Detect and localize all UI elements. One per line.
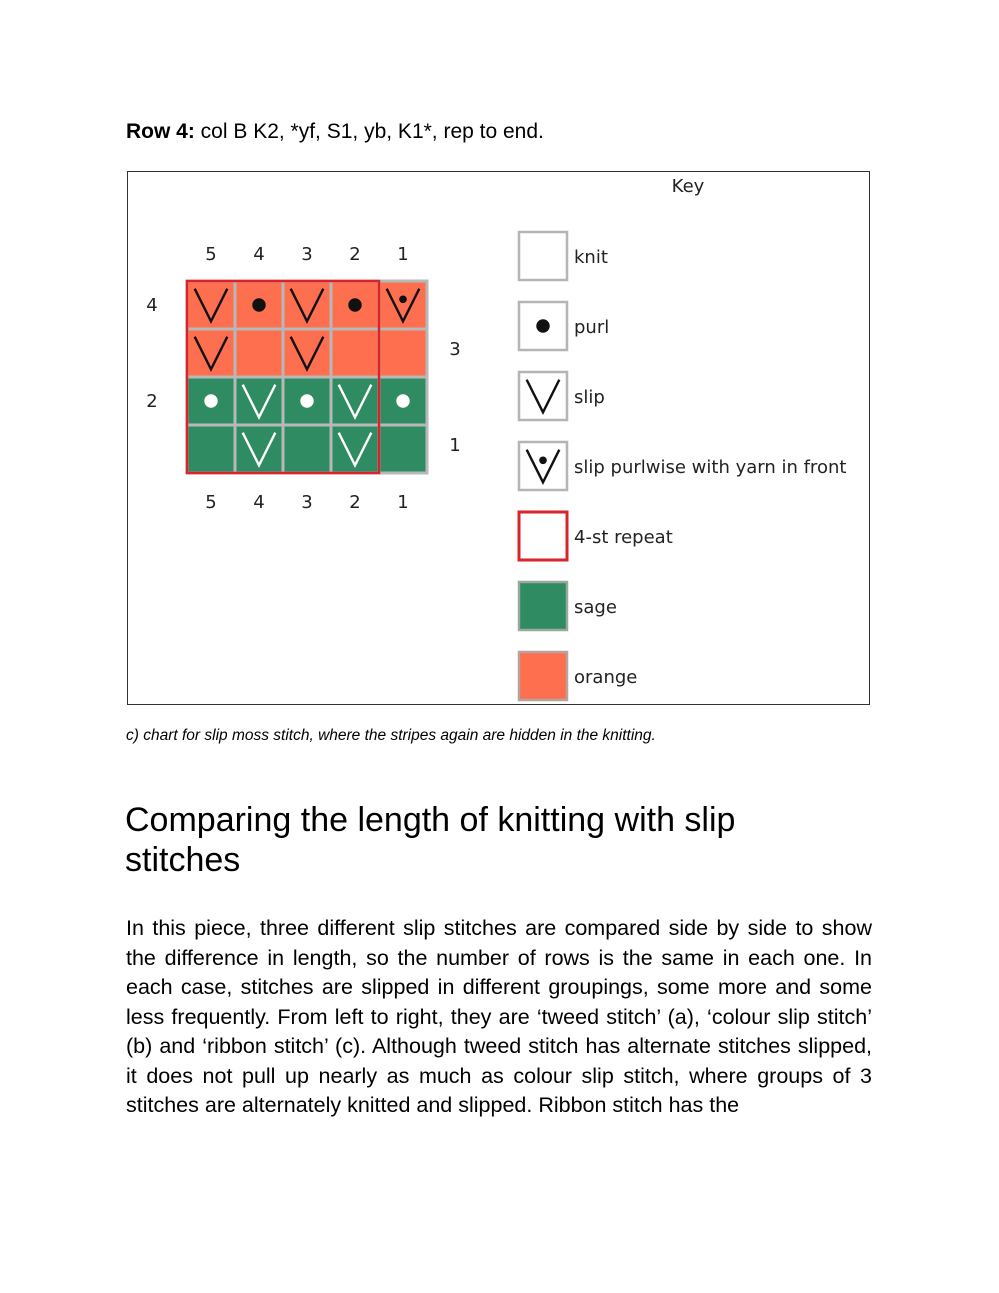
purl-dot xyxy=(348,298,361,311)
figure-caption: c) chart for slip moss stitch, where the stripes again are hidden in the knitting. xyxy=(126,727,656,744)
key-label-purl: purl xyxy=(574,317,610,338)
row-label-right: 3 xyxy=(449,339,461,360)
chart-cell xyxy=(379,425,427,473)
row-instruction-text: col B K2, *yf, S1, yb, K1*, rep to end. xyxy=(194,120,544,143)
knitting-chart-figure xyxy=(127,171,870,705)
column-number-bottom: 2 xyxy=(349,492,361,513)
yarn-front-dot xyxy=(539,456,547,464)
purl-symbol xyxy=(396,394,409,407)
purl-symbol xyxy=(348,298,361,311)
key-swatch-orange xyxy=(519,652,567,700)
purl-dot xyxy=(396,394,409,407)
chart-cell xyxy=(235,329,283,377)
column-number-bottom: 4 xyxy=(253,492,265,513)
chart-cell xyxy=(331,329,379,377)
row-label-left: 2 xyxy=(146,391,158,412)
knitting-chart-svg xyxy=(128,172,871,706)
purl-symbol xyxy=(300,394,313,407)
purl-symbol xyxy=(204,394,217,407)
key-label-knit: knit xyxy=(574,247,608,268)
chart-cell xyxy=(379,329,427,377)
column-number-bottom: 1 xyxy=(397,492,409,513)
key-label-slip-purlwise-yf: slip purlwise with yarn in front xyxy=(574,457,847,478)
column-number-top: 3 xyxy=(301,244,313,265)
row-instruction xyxy=(126,117,544,147)
column-number-top: 4 xyxy=(253,244,265,265)
column-number-top: 1 xyxy=(397,244,409,265)
section-heading: Comparing the length of knitting with slip stitches xyxy=(125,801,736,879)
key-label-sage: sage xyxy=(574,597,617,618)
row-instruction-label: Row 4: xyxy=(126,120,195,143)
key-swatch-sage xyxy=(519,582,567,630)
row-label-right: 1 xyxy=(449,435,461,456)
purl-dot xyxy=(252,298,265,311)
purl-symbol xyxy=(536,319,549,332)
key-label-slip: slip xyxy=(574,387,605,408)
column-number-top: 5 xyxy=(205,244,217,265)
purl-symbol xyxy=(252,298,265,311)
key-swatch-knit xyxy=(519,232,567,280)
body-paragraph: In this piece, three different slip stitches are compared side by side to show the difference in length, so the number of rows is the same in each one. In each case, stitches are slipped in different groupings, some more and some less frequently. From left to right, they are ‘tweed stitch’ (a), ‘colour slip stitch’ (b) and ‘ribbon stitch’ (c). Although tweed stitch has alternate stitches slipped, it does not pull up nearly as much as colour slip stitch, where groups of 3 stitches are alternately knitted and slipped. Ribbon stitch has the xyxy=(126,916,872,1117)
chart-cell xyxy=(283,425,331,473)
key-swatch-repeat xyxy=(519,512,567,560)
purl-dot xyxy=(204,394,217,407)
chart-cell xyxy=(187,425,235,473)
key-label-repeat: 4-st repeat xyxy=(574,527,673,548)
key-title: Key xyxy=(671,176,705,197)
purl-dot xyxy=(300,394,313,407)
row-label-left: 4 xyxy=(146,295,158,316)
column-number-bottom: 3 xyxy=(301,492,313,513)
key-label-orange: orange xyxy=(574,667,638,688)
yarn-front-dot xyxy=(399,295,407,303)
column-number-top: 2 xyxy=(349,244,361,265)
column-number-bottom: 5 xyxy=(205,492,217,513)
purl-dot xyxy=(536,319,549,332)
